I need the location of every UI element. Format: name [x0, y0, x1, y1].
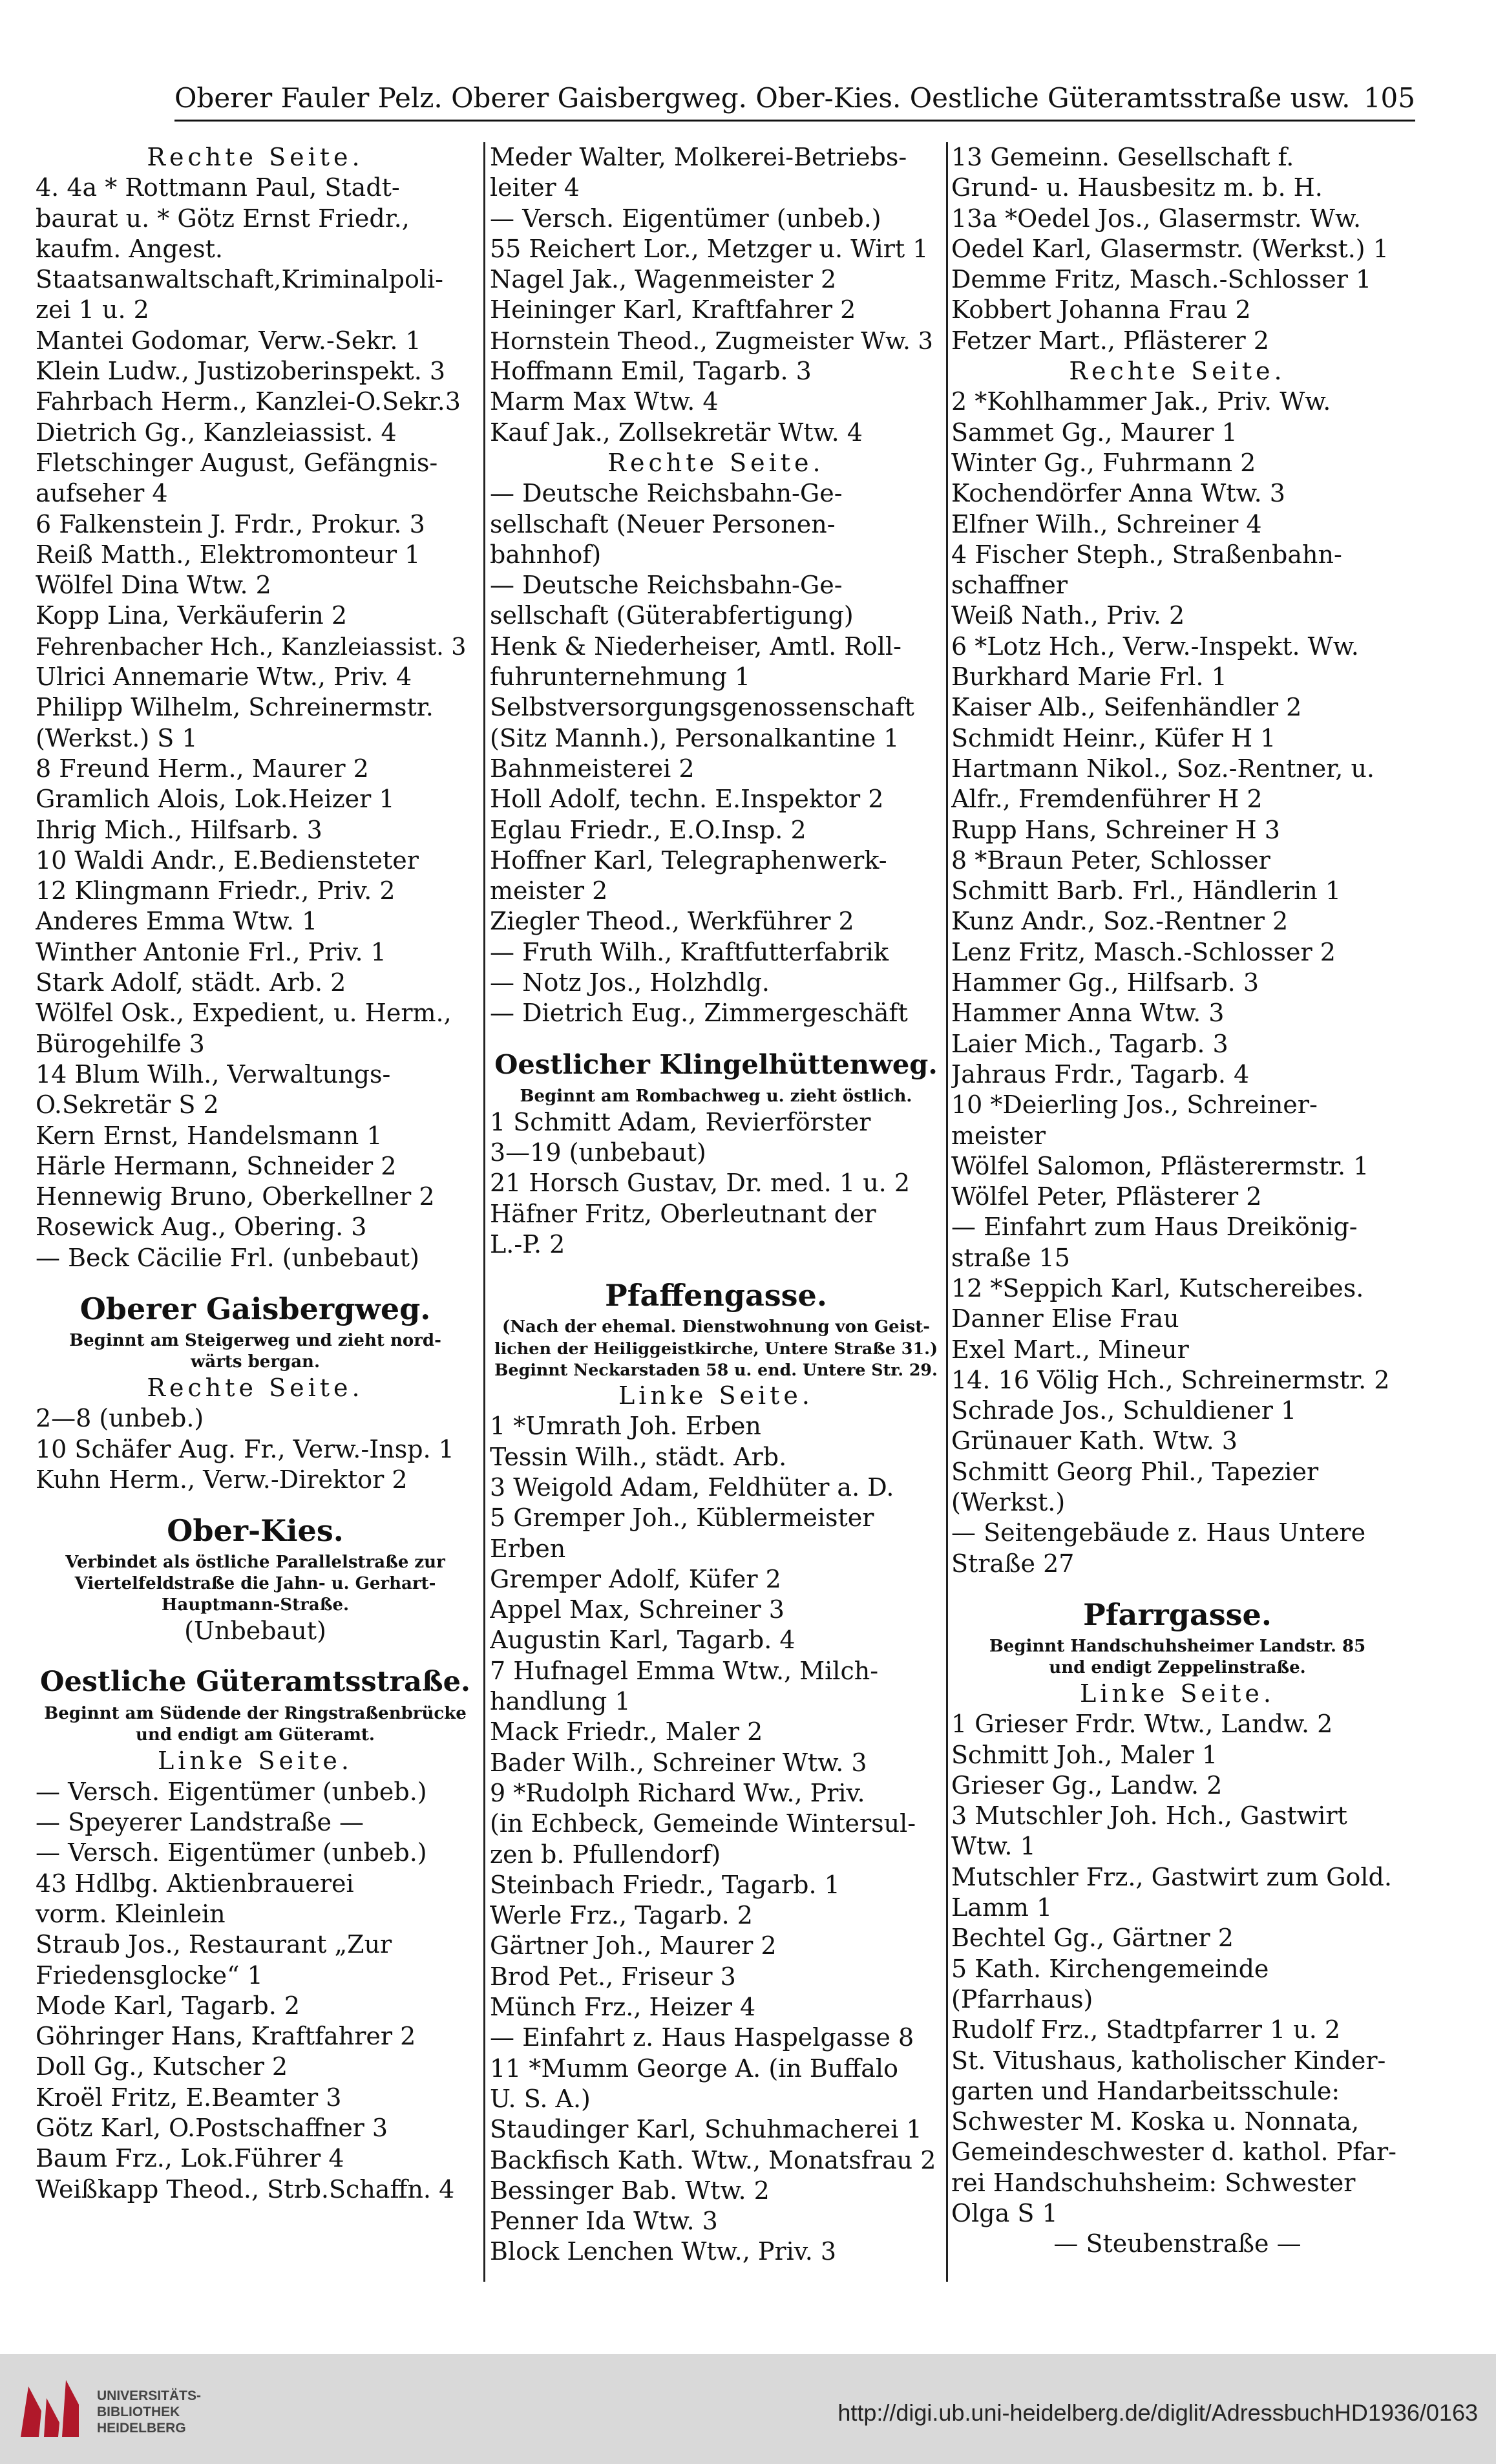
street-description: Beginnt Neckarstaden 58 u. end. Untere Str. 29.: [494, 1360, 938, 1380]
entry-line: L.-P. 2: [490, 1229, 565, 1259]
entry-line: Kobbert Johanna Frau 2: [951, 295, 1251, 324]
entry-line: vorm. Kleinlein: [36, 1899, 226, 1928]
street-description: Beginnt am Rombachweg u. zieht östlich.: [520, 1086, 912, 1106]
side-heading: Rechte Seite.: [607, 448, 825, 477]
entry-line: Schmidt Heinr., Küfer H 1: [951, 723, 1276, 752]
entry-line: 10 Schäfer Aug. Fr., Verw.-Insp. 1: [36, 1434, 454, 1463]
entry-line: rei Handschuhsheim: Schwester: [951, 2168, 1356, 2197]
entry-line: Kern Ernst, Handelsmann 1: [36, 1121, 383, 1150]
entry-line: 10 Waldi Andr., E.Bediensteter: [36, 845, 419, 875]
entry-line: Augustin Karl, Tagarb. 4: [490, 1626, 795, 1655]
entry-line: Erben: [490, 1534, 566, 1563]
source-url-link[interactable]: http://digi.ub.uni-heidelberg.de/diglit/AdressbuchHD1936/0163: [838, 2399, 1478, 2426]
entry-line: — Versch. Eigentümer (unbeb.): [36, 1777, 427, 1806]
entry-line: 5 Gremper Joh., Küblermeister: [490, 1503, 874, 1533]
entry-line: Demme Fritz, Masch.-Schlosser 1: [951, 265, 1372, 294]
entry-line: Brod Pet., Friseur 3: [490, 1962, 736, 1991]
entry-line: Elfner Wilh., Schreiner 4: [951, 509, 1262, 538]
entry-line: Henk & Niederheiser, Amtl. Roll-: [490, 632, 901, 661]
entry-line: 5 Kath. Kirchengemeinde: [951, 1954, 1269, 1983]
entry-line: Jahraus Frdr., Tagarb. 4: [951, 1059, 1250, 1089]
entry-line: Hoffmann Emil, Tagarb. 3: [490, 357, 812, 386]
entry-line: kaufm. Angest.: [36, 234, 223, 263]
entry-line: Doll Gg., Kutscher 2: [36, 2052, 288, 2081]
entry-line: Schmitt Barb. Frl., Händlerin 1: [951, 876, 1342, 906]
entry-line: Schwester M. Koska u. Nonnata,: [951, 2107, 1360, 2136]
street-title: Pfarrgasse.: [1083, 1597, 1272, 1632]
entry-line: Kaiser Alb., Seifenhändler 2: [951, 693, 1302, 722]
entry-line: — Beck Cäcilie Frl. (unbebaut): [36, 1243, 419, 1272]
entry-line: Laier Mich., Tagarb. 3: [951, 1029, 1228, 1058]
entry-line: Gärtner Joh., Maurer 2: [490, 1931, 777, 1960]
entry-line: (in Echbeck, Gemeinde Wintersul-: [490, 1809, 916, 1838]
entry-line: 4 Fischer Steph., Straßenbahn-: [951, 540, 1342, 569]
entry-line: Olga S 1: [951, 2199, 1058, 2227]
entry-line: meister: [951, 1121, 1046, 1150]
entry-line: Lamm 1: [951, 1893, 1053, 1922]
entry-line: Philipp Wilhelm, Schreinermstr.: [36, 693, 434, 722]
entry-line: 3 Mutschler Joh. Hch., Gastwirt: [951, 1801, 1347, 1831]
entry-line: Mantei Godomar, Verw.-Sekr. 1: [36, 326, 421, 355]
entry-line: 12 Klingmann Friedr., Priv. 2: [36, 876, 395, 906]
entry-line: Staatsanwaltschaft,Kriminalpoli-: [36, 265, 443, 294]
street-description: (Nach der ehemal. Dienstwohnung von Geist-: [501, 1317, 931, 1337]
entry-line: Schrade Jos., Schuldiener 1: [951, 1396, 1297, 1425]
street-title: Pfaffengasse.: [605, 1278, 827, 1313]
entry-line: fuhrunternehmung 1: [490, 663, 751, 692]
entry-line: — Dietrich Eug., Zimmergeschäft: [490, 999, 908, 1028]
entry-line: Reiß Matth., Elektromonteur 1: [36, 540, 421, 569]
entry-line: Bechtel Gg., Gärtner 2: [951, 1924, 1234, 1953]
entry-line: Straub Jos., Restaurant „Zur: [36, 1930, 392, 1959]
entry-line: Bürogehilfe 3: [36, 1029, 205, 1058]
entry-line: Fehrenbacher Hch., Kanzleiassist. 3: [36, 632, 467, 661]
entry-line: Hammer Gg., Hilfsarb. 3: [951, 968, 1259, 997]
entry-line: Appel Max, Schreiner 3: [490, 1595, 785, 1624]
entry-line: Hoffner Karl, Telegraphenwerk-: [490, 845, 887, 875]
column-middle: [490, 142, 942, 2282]
entry-line: — Versch. Eigentümer (unbeb.): [490, 204, 881, 233]
entry-line: Kauf Jak., Zollsekretär Wtw. 4: [490, 418, 863, 447]
entry-line: Ziegler Theod., Werkführer 2: [490, 907, 854, 936]
entry-line: 2—8 (unbeb.): [36, 1404, 204, 1433]
entry-line: Hartmann Nikol., Soz.-Rentner, u.: [951, 754, 1375, 783]
entry-line: Klein Ludw., Justizoberinspekt. 3: [36, 357, 446, 386]
entry-line: (Werkst.): [951, 1488, 1066, 1517]
entry-line: Nagel Jak., Wagenmeister 2: [490, 265, 837, 294]
entry-line: — Deutsche Reichsbahn-Ge-: [490, 479, 843, 508]
entry-line: Rupp Hans, Schreiner H 3: [951, 815, 1280, 844]
page-number: 105: [1363, 81, 1415, 114]
entry-line: Weißkapp Theod., Strb.Schaffn. 4: [36, 2174, 455, 2204]
entry-line: (Werkst.) S 1: [36, 723, 198, 752]
street-description: und endigt am Güteramt.: [136, 1725, 375, 1745]
entry-line: 7 Hufnagel Emma Wtw., Milch-: [490, 1656, 879, 1685]
entry-line: Kroël Fritz, E.Beamter 3: [36, 2083, 342, 2112]
entry-line: Rosewick Aug., Obering. 3: [36, 1213, 367, 1242]
entry-line: handlung 1: [490, 1687, 631, 1716]
entry-line: 6 Falkenstein J. Frdr., Prokur. 3: [36, 509, 425, 538]
entry-line: Götz Karl, O.Postschaffner 3: [36, 2114, 388, 2143]
entry-line: straße 15: [951, 1243, 1070, 1272]
entry-line: Grund- u. Hausbesitz m. b. H.: [951, 173, 1323, 202]
entry-line: Oedel Karl, Glasermstr. (Werkst.) 1: [951, 234, 1389, 263]
side-heading: Linke Seite.: [618, 1381, 814, 1410]
entry-line: Rudolf Frz., Stadtpfarrer 1 u. 2: [951, 2015, 1341, 2044]
entry-line: sellschaft (Neuer Personen-: [490, 509, 836, 538]
entry-line: Schmitt Joh., Maler 1: [951, 1740, 1218, 1769]
entry-line: zei 1 u. 2: [36, 295, 149, 324]
street-description: lichen der Heiliggeistkirche, Untere Straße 31.): [494, 1339, 938, 1359]
entry-line: 13 Gemeinn. Gesellschaft f.: [951, 143, 1294, 171]
entry-line: 13a *Oedel Jos., Glasermstr. Ww.: [951, 204, 1362, 233]
entry-line: 11 *Mumm George A. (in Buffalo: [490, 2054, 898, 2083]
street-title: Oberer Gaisbergweg.: [79, 1291, 431, 1326]
entry-line: Block Lenchen Wtw., Priv. 3: [490, 2237, 837, 2266]
entry-line: Mutschler Frz., Gastwirt zum Gold.: [951, 1862, 1392, 1891]
street-title: Oestlicher Klingelhüttenweg.: [494, 1048, 938, 1080]
entry-line: 43 Hdlbg. Aktienbrauerei: [36, 1869, 354, 1898]
entry-line: U. S. A.): [490, 2084, 591, 2113]
library-logo-icon: [14, 2372, 85, 2445]
entry-line: 1 *Umrath Joh. Erben: [490, 1412, 761, 1441]
entry-line: O.Sekretär S 2: [36, 1090, 219, 1120]
entry-line: 1 Schmitt Adam, Revierförster: [490, 1107, 871, 1136]
entry-line: Hornstein Theod., Zugmeister Ww. 3: [490, 326, 933, 355]
entry-line: Hammer Anna Wtw. 3: [951, 999, 1225, 1028]
entry-line: 12 *Seppich Karl, Kutschereibes.: [951, 1273, 1364, 1302]
entry-line: — Notz Jos., Holzhdlg.: [490, 968, 770, 997]
running-header: [174, 83, 1415, 122]
entry-line: Kuhn Herm., Verw.-Direktor 2: [36, 1465, 408, 1494]
entry-line: Anderes Emma Wtw. 1: [36, 907, 318, 936]
entry-line: Bader Wilh., Schreiner Wtw. 3: [490, 1748, 867, 1777]
entry-line: Friedensglocke“ 1: [36, 1960, 263, 1990]
entry-line: — Einfahrt z. Haus Haspelgasse 8: [490, 2023, 914, 2052]
column-left: [36, 142, 475, 2282]
street-description: Verbindet als östliche Parallelstraße zur: [65, 1553, 445, 1573]
entry-line: Penner Ida Wtw. 3: [490, 2207, 718, 2236]
street-description: Viertelfeldstraße die Jahn- u. Gerhart-: [74, 1574, 436, 1594]
entry-line: Wölfel Peter, Pflästerer 2: [951, 1182, 1262, 1211]
library-name-line: UNIVERSITÄTS-: [97, 2388, 202, 2403]
entry-line: 6 *Lotz Hch., Verw.-Inspekt. Ww.: [951, 632, 1359, 661]
entry-line: Mack Friedr., Maler 2: [490, 1717, 763, 1747]
column-right: [951, 142, 1404, 2282]
street-title: Oestliche Güteramtsstraße.: [40, 1666, 470, 1699]
entry-line: Häfner Fritz, Oberleutnant der: [490, 1199, 876, 1228]
entry-line: Baum Frz., Lok.Führer 4: [36, 2144, 344, 2173]
entry-line: — Speyerer Landstraße —: [36, 1808, 364, 1837]
entry-line: aufseher 4: [36, 479, 168, 508]
street-description: Hauptmann-Straße.: [161, 1595, 350, 1615]
entry-line: Kopp Lina, Verkäuferin 2: [36, 601, 348, 630]
entry-line: Meder Walter, Molkerei-Betriebs-: [490, 143, 907, 171]
entry-line: 21 Horsch Gustav, Dr. med. 1 u. 2: [490, 1169, 911, 1198]
column-divider: [946, 142, 948, 2282]
centered-note: (Unbebaut): [184, 1617, 326, 1646]
entry-line: meister 2: [490, 876, 608, 906]
side-heading: Rechte Seite.: [1069, 357, 1286, 386]
entry-line: — Einfahrt zum Haus Dreikönig-: [951, 1213, 1358, 1242]
entry-line: 14 Blum Wilh., Verwaltungs-: [36, 1059, 391, 1089]
entry-line: bahnhof): [490, 540, 602, 569]
footer-bar: [0, 2354, 1496, 2464]
entry-line: Dietrich Gg., Kanzleiassist. 4: [36, 418, 397, 447]
entry-line: Holl Adolf, techn. E.Inspektor 2: [490, 785, 884, 814]
centered-note: — Steubenstraße —: [1053, 2229, 1301, 2258]
entry-line: Eglau Friedr., E.O.Insp. 2: [490, 815, 806, 844]
entry-line: St. Vitushaus, katholischer Kinder-: [951, 2046, 1386, 2075]
entry-line: Burkhard Marie Frl. 1: [951, 663, 1227, 692]
column-divider: [483, 142, 485, 2282]
entry-line: Tessin Wilh., städt. Arb.: [490, 1442, 787, 1471]
entry-line: Heininger Karl, Kraftfahrer 2: [490, 295, 856, 324]
entry-line: (Sitz Mannh.), Personalkantine 1: [490, 723, 900, 752]
entry-line: Weiß Nath., Priv. 2: [951, 601, 1185, 630]
entry-line: leiter 4: [490, 173, 580, 202]
street-description: und endigt Zeppelinstraße.: [1049, 1657, 1306, 1677]
entry-line: — Seitengebäude z. Haus Untere: [951, 1518, 1366, 1547]
entry-line: Staudinger Karl, Schuhmacherei 1: [490, 2115, 922, 2144]
entry-line: 4. 4a * Rottmann Paul, Stadt-: [36, 173, 400, 202]
entry-line: Göhringer Hans, Kraftfahrer 2: [36, 2022, 416, 2051]
entry-line: zen b. Pfullendorf): [490, 1840, 721, 1869]
entry-line: Exel Mart., Mineur: [951, 1335, 1189, 1364]
entry-line: 14. 16 Völig Hch., Schreinermstr. 2: [951, 1365, 1390, 1394]
entry-line: Kunz Andr., Soz.-Rentner 2: [951, 907, 1289, 936]
side-heading: Rechte Seite.: [147, 1373, 364, 1402]
entry-line: schaffner: [951, 571, 1068, 600]
entry-line: Werle Frz., Tagarb. 2: [490, 1901, 753, 1930]
entry-line: baurat u. * Götz Ernst Friedr.,: [36, 204, 410, 233]
entry-line: 1 Grieser Frdr. Wtw., Landw. 2: [951, 1710, 1333, 1739]
street-description: Beginnt am Steigerweg und zieht nord-: [69, 1330, 441, 1350]
entry-line: Marm Max Wtw. 4: [490, 387, 719, 416]
entry-line: 8 Freund Herm., Maurer 2: [36, 754, 369, 783]
entry-line: Mode Karl, Tagarb. 2: [36, 1991, 300, 2020]
entry-line: Winter Gg., Fuhrmann 2: [951, 448, 1256, 477]
entry-line: 55 Reichert Lor., Metzger u. Wirt 1: [490, 234, 929, 263]
entry-line: Fletschinger August, Gefängnis-: [36, 448, 438, 477]
entry-line: Straße 27: [951, 1549, 1075, 1578]
entry-line: Härle Hermann, Schneider 2: [36, 1151, 397, 1180]
entry-line: Ulrici Annemarie Wtw., Priv. 4: [36, 663, 412, 692]
entry-line: Stark Adolf, städt. Arb. 2: [36, 968, 346, 997]
running-title: Oberer Fauler Pelz. Oberer Gaisbergweg. Ober-Kies. Oestliche Güteramtsstraße usw.: [174, 81, 1351, 114]
entry-line: Hennewig Bruno, Oberkellner 2: [36, 1182, 435, 1211]
side-heading: Linke Seite.: [1080, 1679, 1275, 1708]
library-name-line: HEIDELBERG: [97, 2421, 186, 2436]
entry-line: Schmitt Georg Phil., Tapezier: [951, 1457, 1319, 1486]
entry-line: 3 Weigold Adam, Feldhüter a. D.: [490, 1472, 894, 1502]
entry-line: 8 *Braun Peter, Schlosser: [951, 845, 1270, 875]
entry-line: Steinbach Friedr., Tagarb. 1: [490, 1870, 840, 1899]
entry-line: Danner Elise Frau: [951, 1304, 1179, 1333]
entry-line: Fahrbach Herm., Kanzlei-O.Sekr.3: [36, 387, 461, 416]
side-heading: Linke Seite.: [158, 1747, 353, 1776]
entry-line: — Fruth Wilh., Kraftfutterfabrik: [490, 937, 889, 966]
street-description: wärts bergan.: [190, 1352, 321, 1372]
street-title: Ober-Kies.: [167, 1513, 344, 1549]
entry-line: Gemeindeschwester d. kathol. Pfar-: [951, 2138, 1396, 2167]
entry-line: — Versch. Eigentümer (unbeb.): [36, 1838, 427, 1867]
entry-line: — Deutsche Reichsbahn-Ge-: [490, 571, 843, 600]
entry-line: Grünauer Kath. Wtw. 3: [951, 1427, 1238, 1456]
entry-line: Wölfel Osk., Expedient, u. Herm.,: [36, 999, 452, 1028]
entry-line: Bessinger Bab. Wtw. 2: [490, 2176, 770, 2205]
entry-line: Selbstversorgungsgenossenschaft: [490, 693, 914, 722]
entry-line: 10 *Deierling Jos., Schreiner-: [951, 1090, 1318, 1120]
entry-line: Bahnmeisterei 2: [490, 754, 695, 783]
street-description: Beginnt am Südende der Ringstraßenbrücke: [44, 1704, 467, 1724]
entry-line: (Pfarrhaus): [951, 1984, 1093, 2013]
entry-line: Backfisch Kath. Wtw., Monatsfrau 2: [490, 2145, 936, 2174]
entry-line: Winther Antonie Frl., Priv. 1: [36, 937, 386, 966]
entry-line: 2 *Kohlhammer Jak., Priv. Ww.: [951, 387, 1331, 416]
entry-line: Sammet Gg., Maurer 1: [951, 418, 1238, 447]
entry-line: Gremper Adolf, Küfer 2: [490, 1564, 781, 1593]
entry-line: Münch Frz., Heizer 4: [490, 1993, 756, 2022]
entry-line: 3—19 (unbebaut): [490, 1138, 706, 1167]
entry-line: sellschaft (Güterabfertigung): [490, 601, 854, 630]
entry-line: Grieser Gg., Landw. 2: [951, 1770, 1223, 1800]
entry-line: Alfr., Fremdenführer H 2: [951, 785, 1263, 814]
entry-line: Gramlich Alois, Lok.Heizer 1: [36, 785, 395, 814]
library-name-line: BIBLIOTHEK: [97, 2405, 180, 2419]
entry-line: Wölfel Salomon, Pflästerermstr. 1: [951, 1151, 1369, 1180]
entry-line: Lenz Fritz, Masch.-Schlosser 2: [951, 937, 1336, 966]
entry-line: Kochendörfer Anna Wtw. 3: [951, 479, 1285, 508]
entry-line: Ihrig Mich., Hilfsarb. 3: [36, 815, 322, 844]
entry-line: Fetzer Mart., Pflästerer 2: [951, 326, 1269, 355]
side-heading: Rechte Seite.: [147, 143, 364, 171]
library-name: [97, 2388, 201, 2436]
entry-line: 9 *Rudolph Richard Ww., Priv.: [490, 1778, 865, 1807]
street-description: Beginnt Handschuhsheimer Landstr. 85: [989, 1636, 1366, 1656]
entry-line: garten und Handarbeitsschule:: [951, 2076, 1340, 2105]
entry-line: Wtw. 1: [951, 1832, 1036, 1861]
entry-line: Wölfel Dina Wtw. 2: [36, 571, 271, 600]
